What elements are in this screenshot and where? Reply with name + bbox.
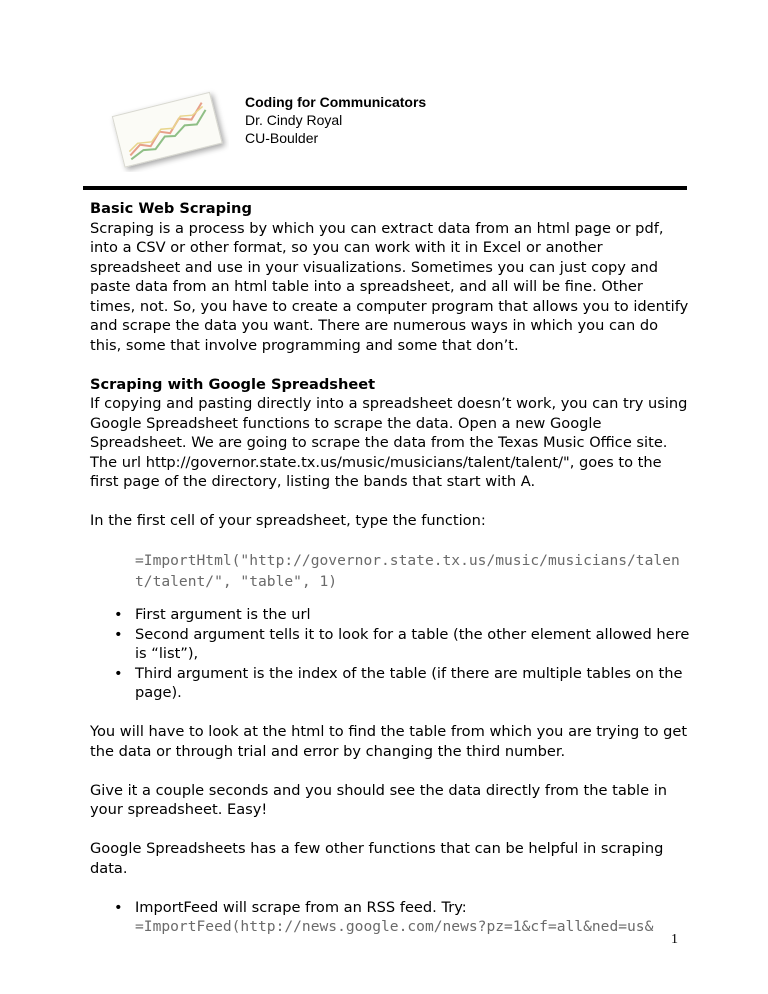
chart-logo-image [103, 86, 229, 172]
paragraph-look: You will have to look at the html to find the table from which you are trying to get the data or through trial and error by changing the third number. [90, 723, 688, 760]
section-heading-google: Scraping with Google Spreadsheet [90, 375, 376, 393]
affiliation: CU-Boulder [245, 130, 319, 146]
paragraph-basic: Scraping is a process by which you can extract data from an html page or pdf, into a CSV or other format, so you can work with it in Excel or another spreadsheet and use in your visualizations. Sometimes you can just copy and paste data from an html table into a spreadsheet, and all will be fine. Other times, not. So, you have to create a computer program that allows you to identify and scrape the data you want. There are numerous ways in which you can do this, some that involve programming and some that don’t. [90, 219, 689, 354]
paragraph-give: Give it a couple seconds and you should see the data directly from the table in your spreadsheet. Easy! [90, 781, 668, 818]
function-list [90, 898, 690, 937]
import-feed-text: ImportFeed will scrape from an RSS feed. Try: [135, 898, 467, 916]
paragraph-google-functions: Google Spreadsheets has a few other functions that can be helpful in scraping data. [90, 840, 664, 877]
list-item: • Second argument tells it to look for a table (the other element allowed here is “list”), [90, 625, 690, 664]
section-heading-basic: Basic Web Scraping [90, 200, 252, 217]
list-item: • First argument is the url [90, 605, 690, 625]
author-name: Dr. Cindy Royal [245, 112, 343, 128]
list-item [90, 898, 690, 937]
code-import-feed: =ImportFeed(http://news.google.com/news?pz=1&cf=all&ned=us& [135, 918, 654, 935]
course-title: Coding for Communicators [245, 94, 427, 110]
page-number: 1 [671, 932, 678, 947]
list-item: • Third argument is the index of the table (if there are multiple tables on the page). [90, 664, 690, 703]
document-header [245, 93, 426, 147]
paragraph-google: If copying and pasting directly into a spreadsheet doesn’t work, you can try using Google Spreadsheet functions to scrape the data. Open a new Google Spreadsheet. We are going to scrape the data from the Texas Music Office site. The url http://governor.state.tx.us/music/musicians/talent/talent/", goes to the first page of the directory, listing the bands that start with A. [90, 395, 688, 490]
header-rule [83, 186, 687, 190]
code-import-html: =ImportHtml("http://governor.state.tx.us/music/musicians/talent/talent/", "table", 1) [135, 552, 680, 590]
argument-list [90, 605, 690, 703]
document-body [90, 199, 690, 937]
paragraph-first-cell: In the first cell of your spreadsheet, type the function: [90, 512, 486, 529]
